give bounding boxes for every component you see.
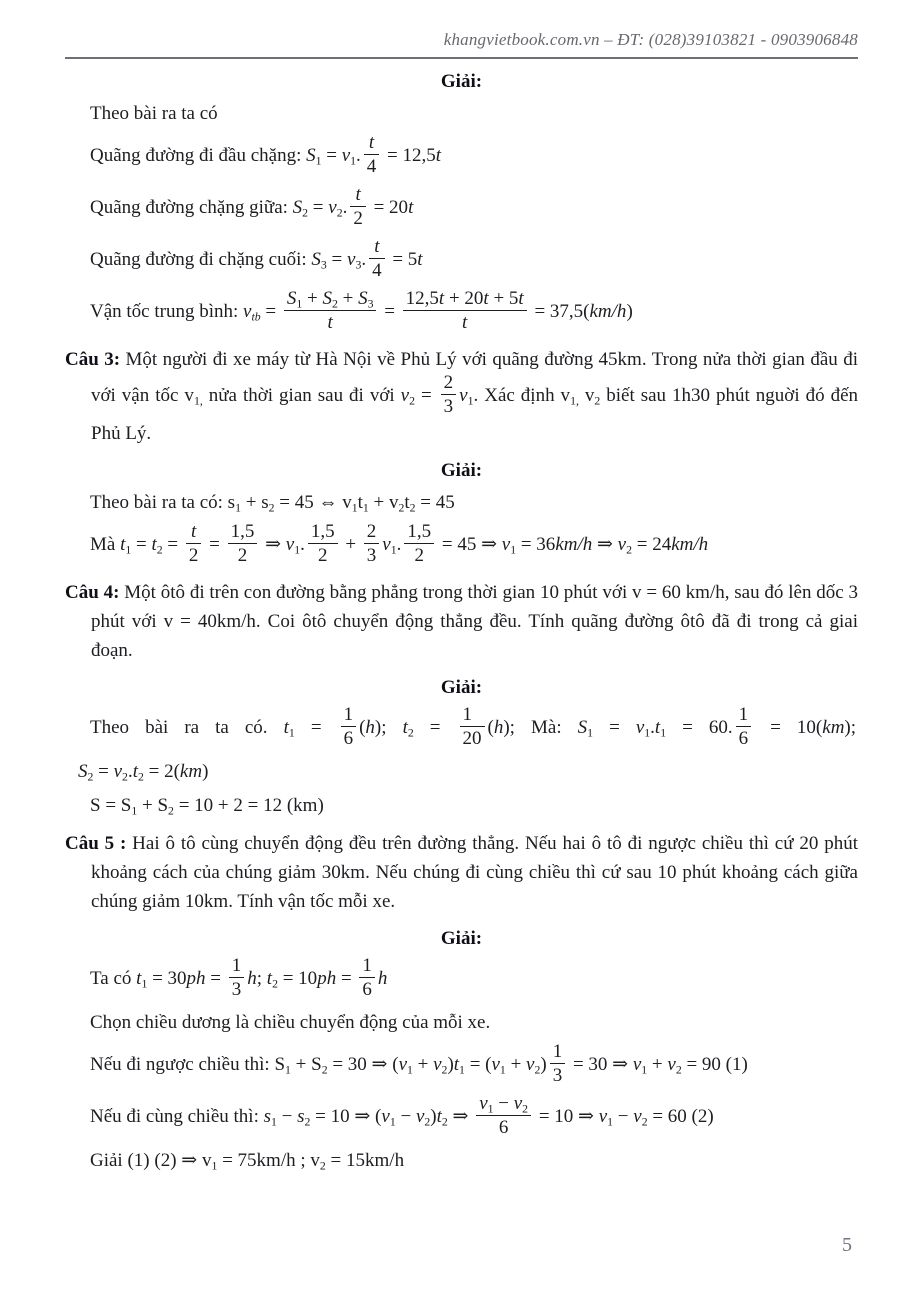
page-header bbox=[65, 30, 858, 50]
header-divider bbox=[65, 57, 858, 59]
problem-cau4-statement: Câu 4: Một ôtô đi trên con đường bằng phẳng trong thời gian 10 phút với v = 60 km/h, sau đó lên dốc 3 phút với v = 40km/h. Coi ôtô chuyển động thẳng đều. Tính quãng đường ôtô đã đi trong cả giai đoạn. bbox=[65, 582, 859, 661]
top-solution-intro: Theo bài ra ta có bbox=[90, 103, 218, 124]
solution-heading: Giải: bbox=[440, 460, 483, 481]
math-fraction: $\frac{t}{4}$ bbox=[369, 236, 385, 281]
solution-heading: Giải: bbox=[440, 677, 483, 698]
math-fraction: $\frac{S_1 + S_2 + S_3}{t}$ bbox=[284, 288, 377, 333]
cau5-solution-line1: Ta có $t_1 = 30ph$ = $\frac{1}{3}$ h; $t_2 = 10ph$ = $\frac{1}{6}$ h bbox=[90, 955, 388, 1000]
solution-heading: Giải: bbox=[440, 71, 483, 92]
cau4-solution-line1: Theo bài ra ta có. $t_1$ = $\frac{1}{6}$ (h); $t_2$ = $\frac{1}{20}$ (h); Mà: $S_1 = v_1.t_1 = 60$. $\frac{1}{6}$ = 10(km); bbox=[90, 704, 857, 749]
page-content bbox=[65, 71, 858, 1174]
cau5-solution-line3: Nếu đi ngược chiều thì: $S_1 + S_2 = 30$ ⇒ $(v_1 + v_2)t_1 = (v_1 + v_2)$ $\frac{1}{3}$ = 30 ⇒ $v_1 + v_2 = 90$ (1) bbox=[90, 1041, 748, 1086]
cau3-solution-line1: Theo bài ra ta có: $s_1 + s_2 = 45$ ⇔ $v_1t_1 + v_2t_2 = 45$ bbox=[90, 492, 455, 515]
math-fraction: $\frac{1}{6}$ bbox=[341, 704, 357, 749]
problem-cau5-statement: Câu 5 : Hai ô tô cùng chuyển động đều trên đường thẳng. Nếu hai ô tô đi ngược chiều thì cứ 20 phút khoảng cách của chúng giảm 30km. Nếu chúng đi cùng chiều thì cứ sau 10 phút khoảng cách giữa chúng giảm 10km. Tính vận tốc mỗi xe. bbox=[65, 833, 858, 912]
cau4-solution-line2: $S_2 = v_2.t_2 = 2(km)$ bbox=[78, 761, 209, 784]
cau5-solution-line2: Chọn chiều dương là chiều chuyển động của mỗi xe. bbox=[90, 1012, 491, 1033]
top-solution-line-s2: Quãng đường chặng giữa: $S_2 = v_2$. $\frac{t}{2}$ = 20t bbox=[90, 184, 414, 229]
math-fraction: $\frac{1,5}{2}$ bbox=[404, 521, 434, 566]
math-fraction: $\frac{2}{3}$ bbox=[441, 372, 457, 417]
top-solution-line-s1: Quãng đường đi đầu chặng: $S_1 = v_1$. $\frac{t}{4}$ = 12,5t bbox=[90, 132, 442, 177]
math-fraction: $\frac{1}{6}$ bbox=[359, 955, 375, 1000]
math-fraction: $\frac{t}{2}$ bbox=[350, 184, 366, 229]
cau5-solution-line5: Giải (1) (2) ⇒ $v_1 = 75km/h$ ; $v_2 = 15km/h$ bbox=[90, 1150, 405, 1173]
math-fraction: $\frac{v_1 - v_2}{6}$ bbox=[476, 1093, 531, 1138]
math-fraction: $\frac{1,5}{2}$ bbox=[308, 521, 338, 566]
math-fraction: $\frac{t}{4}$ bbox=[364, 132, 380, 177]
top-solution-line-s3: Quãng đường đi chặng cuối: $S_3 = v_3$. $\frac{t}{4}$ = 5t bbox=[90, 236, 423, 281]
cau5-solution-line4: Nếu đi cùng chiều thì: $s_1 - s_2 = 10$ ⇒ $(v_1 - v_2)t_2$ ⇒ $\frac{v_1 - v_2}{6}$ = 10 ⇒ $v_1 - v_2 = 60$ (2) bbox=[90, 1093, 714, 1138]
solution-heading: Giải: bbox=[440, 928, 483, 949]
math-fraction: $\frac{12,5t + 20t + 5t}{t}$ bbox=[403, 288, 527, 333]
math-fraction: $\frac{1}{3}$ bbox=[229, 955, 245, 1000]
cau3-solution-line2: Mà $t_1 = t_2$ = $\frac{t}{2}$ = $\frac{1,5}{2}$ ⇒ $v_1$. $\frac{1,5}{2}$ + $\frac{2}{3}$ $v_1$. $\frac{1,5}{2}$ = 45 ⇒ $v_1 = 36km/h$ ⇒ $v_2 = 24km/h$ bbox=[90, 521, 709, 566]
header-site-info: khangvietbook.com.vn – ĐT: (028)39103821 - 0903906848 bbox=[443, 30, 858, 49]
math-fraction: $\frac{2}{3}$ bbox=[364, 521, 380, 566]
math-fraction: $\frac{1}{3}$ bbox=[550, 1041, 566, 1086]
math-fraction: $\frac{1}{6}$ bbox=[736, 704, 752, 749]
top-solution-line-vtb: Vận tốc trung bình: $v_{tb}$ = $\frac{S_1 + S_2 + S_3}{t}$ = $\frac{12,5t + 20t + 5t}{t}$ = 37,5(km/h) bbox=[90, 288, 633, 333]
problem-cau3-statement: Câu 3: Một người đi xe máy từ Hà Nội về Phủ Lý với quãng đường 45km. Trong nửa thời gian đầu đi với vận tốc $v_{1,}$ nửa thời gian sau đi với $v_2$ = $\frac{2}{3}$ $v_1$. Xác định $v_{1,}$ $v_2$ biết sau 1h30 phút nguời đó đến Phủ Lý. bbox=[65, 349, 859, 444]
cau4-solution-line3: $S = S_1 + S_2 = 10 + 2 = 12$ (km) bbox=[90, 795, 324, 818]
math-fraction: $\frac{t}{2}$ bbox=[186, 521, 202, 566]
page-number: 5 bbox=[842, 1234, 852, 1256]
math-fraction: $\frac{1}{20}$ bbox=[460, 704, 485, 749]
math-fraction: $\frac{1,5}{2}$ bbox=[228, 521, 258, 566]
